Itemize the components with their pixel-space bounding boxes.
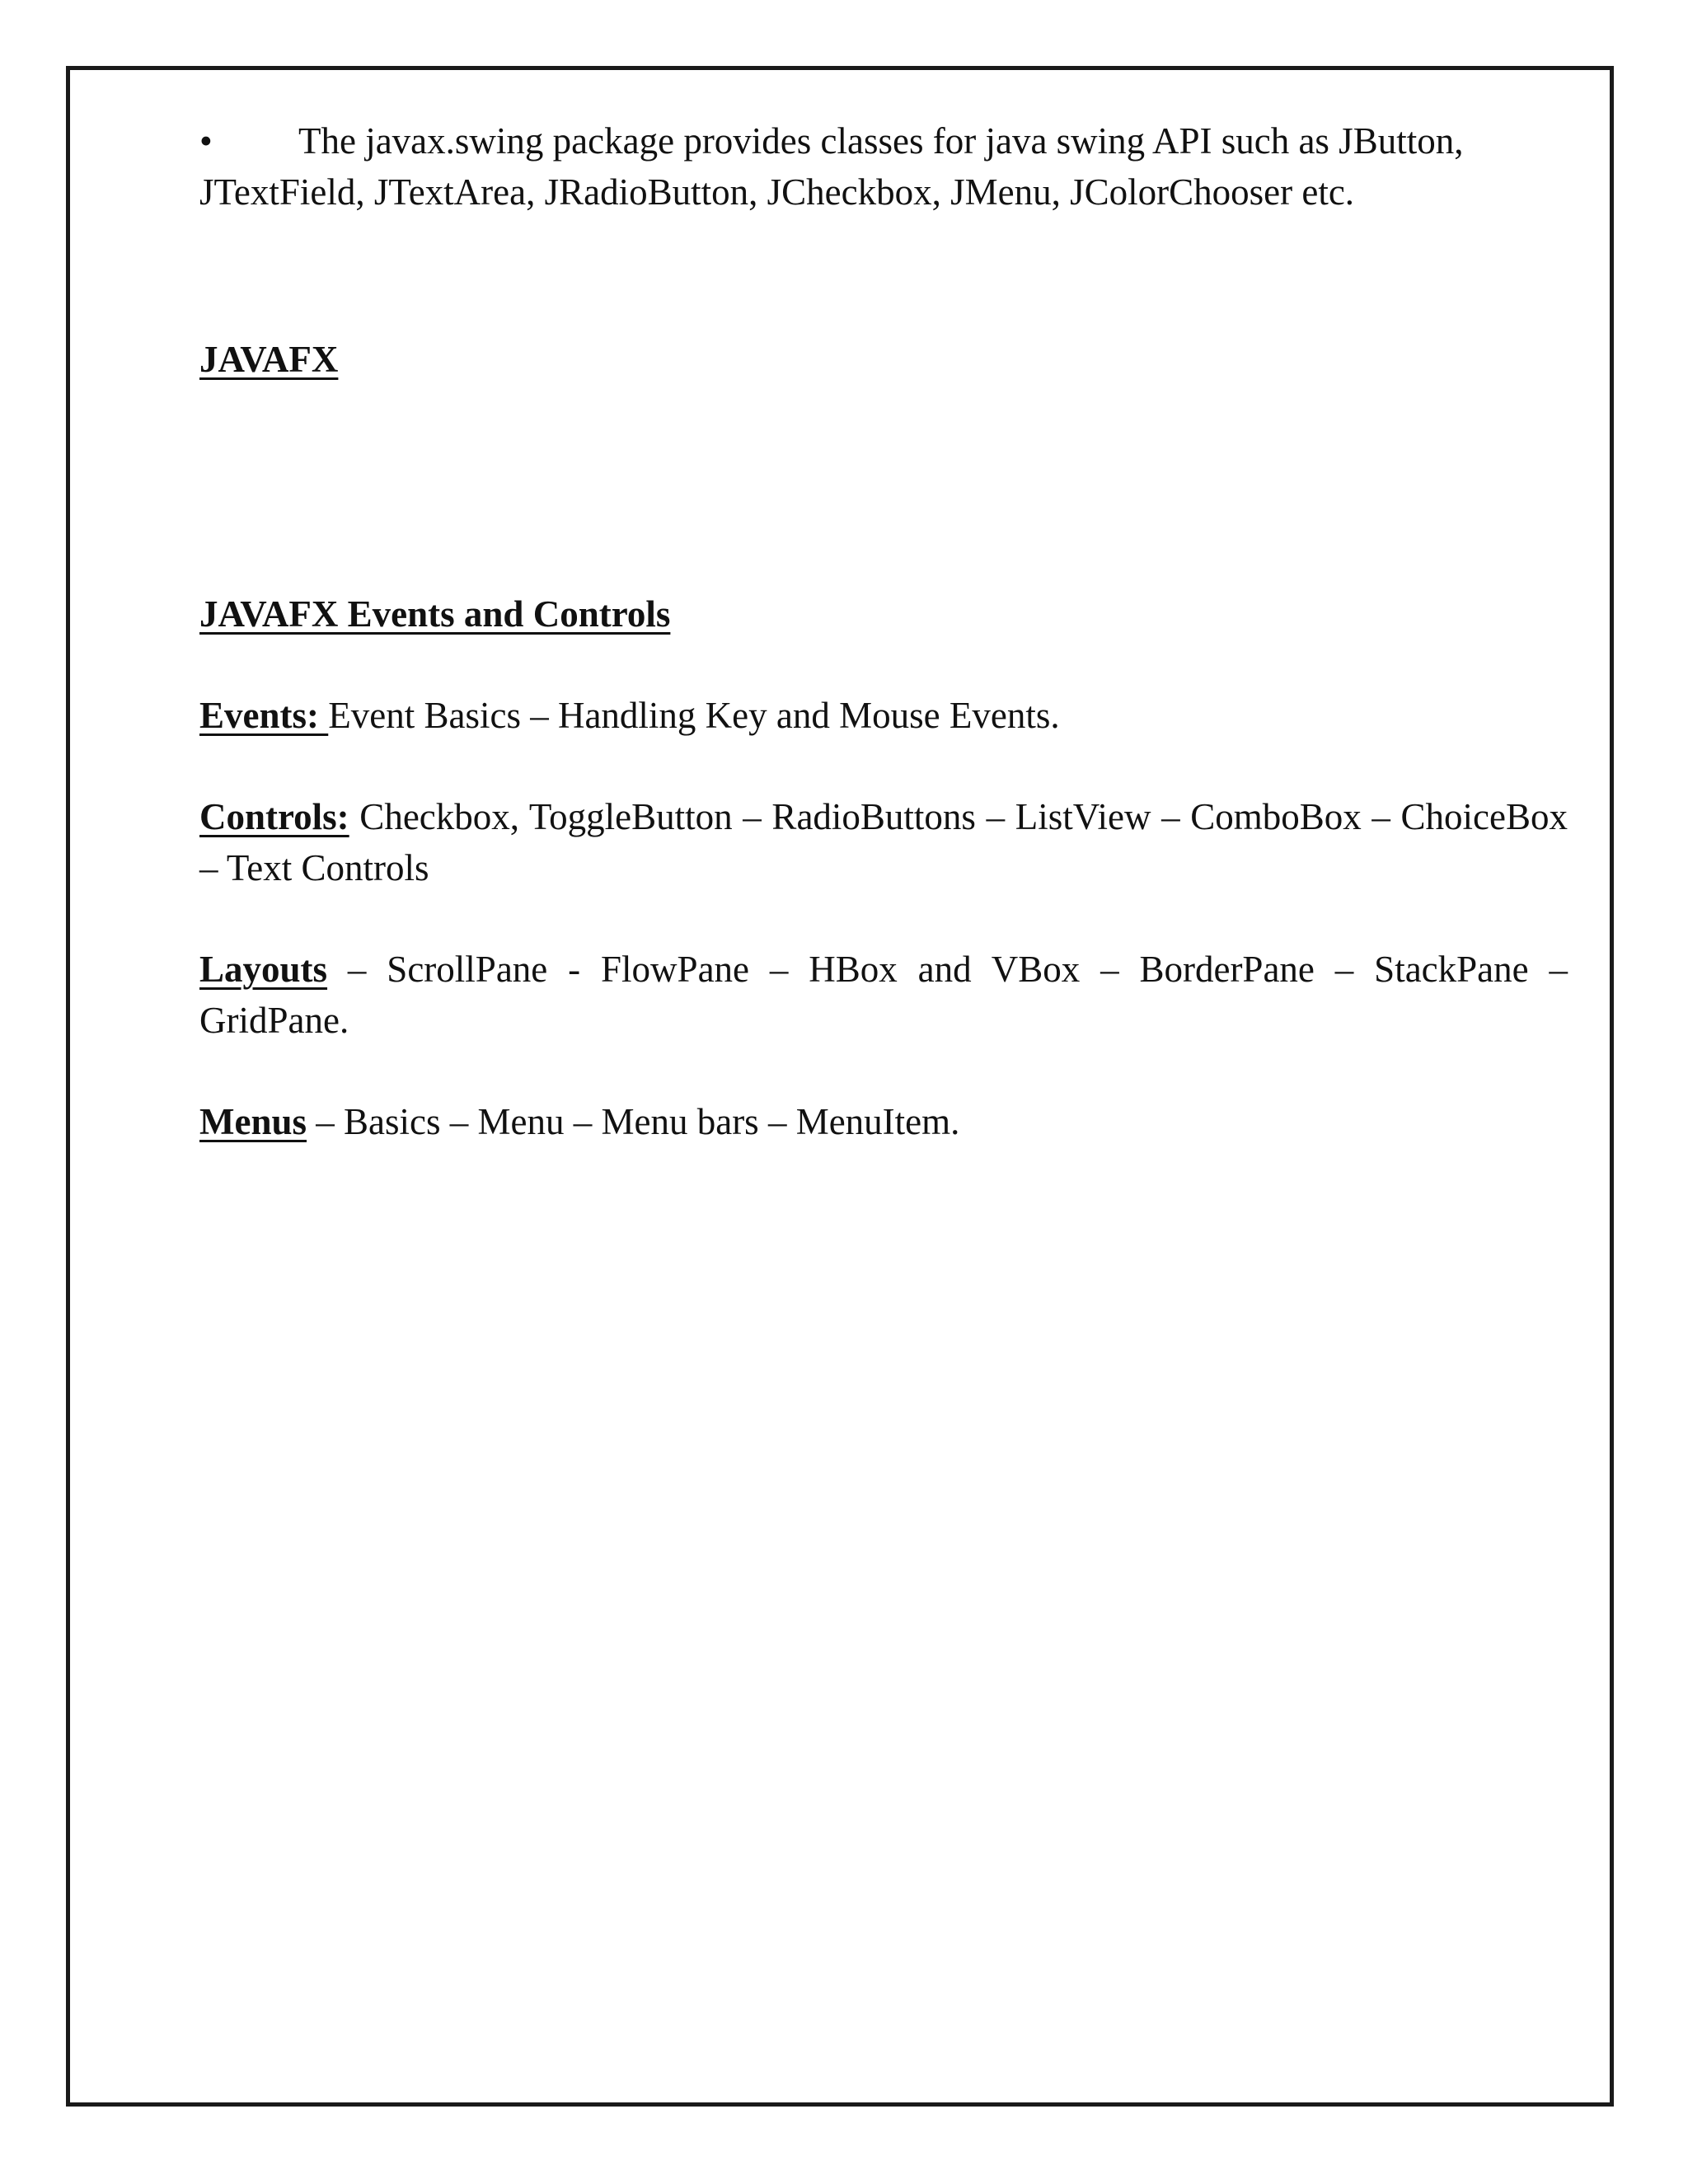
events-label: Events: [199, 695, 329, 736]
heading-javafx-events-controls: JAVAFX Events and Controls [199, 593, 671, 635]
events-text: Event Basics – Handling Key and Mouse Events. [328, 695, 1060, 736]
layouts-text: – ScrollPane - FlowPane – HBox and VBox – BorderPane – StackPane – GridPane. [199, 949, 1568, 1041]
heading-javafx: JAVAFX [199, 339, 339, 380]
swing-package-bullet [199, 115, 1568, 218]
controls-label: Controls: [199, 796, 349, 837]
controls-text: Checkbox, ToggleButton – RadioButtons – ListView – ComboBox – ChoiceBox – Text Controls [199, 796, 1568, 888]
document-body [199, 115, 1568, 1142]
layouts-topic [199, 944, 1568, 1046]
menus-label: Menus [199, 1101, 307, 1142]
bullet-marker: • [199, 120, 213, 162]
menus-topic [199, 1096, 1568, 1147]
controls-topic [199, 791, 1568, 893]
layouts-label: Layouts [199, 949, 328, 990]
events-topic [199, 690, 1568, 741]
menus-text: – Basics – Menu – Menu bars – MenuItem. [307, 1101, 960, 1142]
swing-package-text: The javax.swing package provides classes for java swing API such as JButton, JTextField, JTextArea, JRadioButton, JCheckbox, JMenu, JColorChooser etc. [199, 120, 1464, 213]
